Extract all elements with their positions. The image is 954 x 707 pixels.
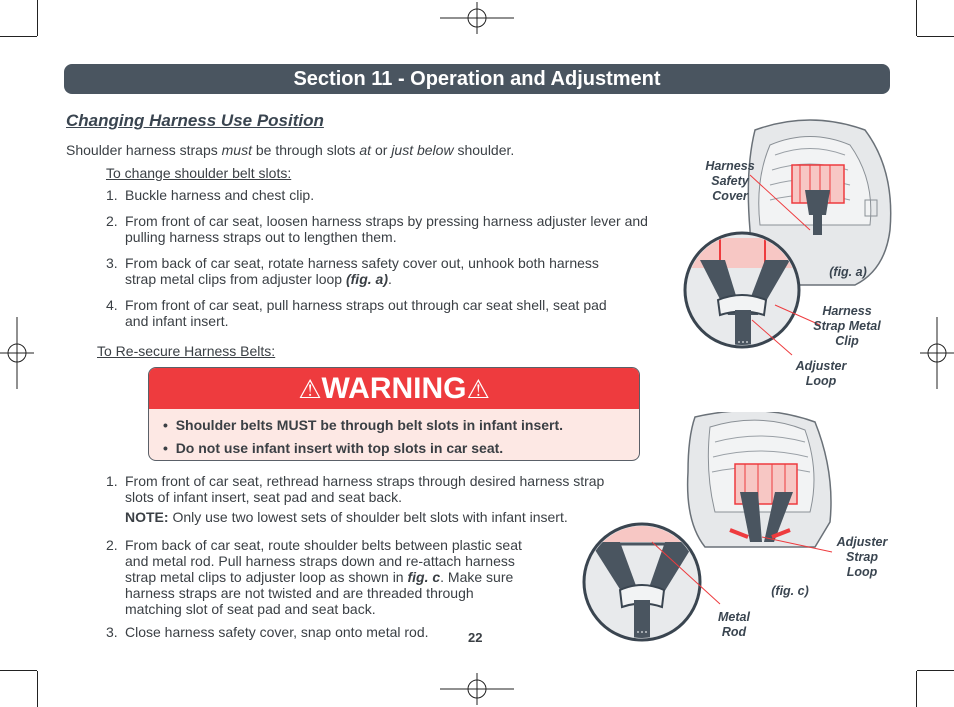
warning-item: • Shoulder belts MUST be through belt slots in infant insert. xyxy=(163,417,564,433)
page-number: 22 xyxy=(468,630,483,645)
intro-text: Shoulder harness straps must be through slots at or just below shoulder. xyxy=(66,142,515,158)
label-metal-rod: Metal Rod xyxy=(718,610,750,639)
figure-c-illustration xyxy=(580,412,840,642)
warning-triangle-icon: ⚠ xyxy=(298,374,322,404)
warning-title: WARNING xyxy=(321,372,467,405)
label-fig-a: (fig. a) xyxy=(829,265,867,279)
warning-triangle-icon: ⚠ xyxy=(466,374,490,404)
resecure-heading: To Re-secure Harness Belts: xyxy=(97,343,276,359)
warning-item: • Do not use infant insert with top slots in car seat. xyxy=(163,440,504,456)
subhead: Changing Harness Use Position xyxy=(66,111,324,130)
warning-header xyxy=(149,368,639,409)
label-adjuster-loop-a: Adjuster Loop xyxy=(795,359,847,388)
label-harness-strap-metal-clip: Harness Strap Metal Clip xyxy=(813,304,881,348)
label-fig-c: (fig. c) xyxy=(771,584,809,598)
change-heading: To change shoulder belt slots: xyxy=(106,165,292,181)
warning-box xyxy=(148,367,640,461)
magnifier-circle xyxy=(580,524,710,642)
car-seat-shell xyxy=(688,412,831,547)
label-harness-safety-cover: Harness Safety Cover xyxy=(705,159,755,203)
section-title: Section 11 - Operation and Adjustment xyxy=(64,64,890,94)
label-adjuster-strap-loop: Adjuster Strap Loop xyxy=(836,535,888,579)
